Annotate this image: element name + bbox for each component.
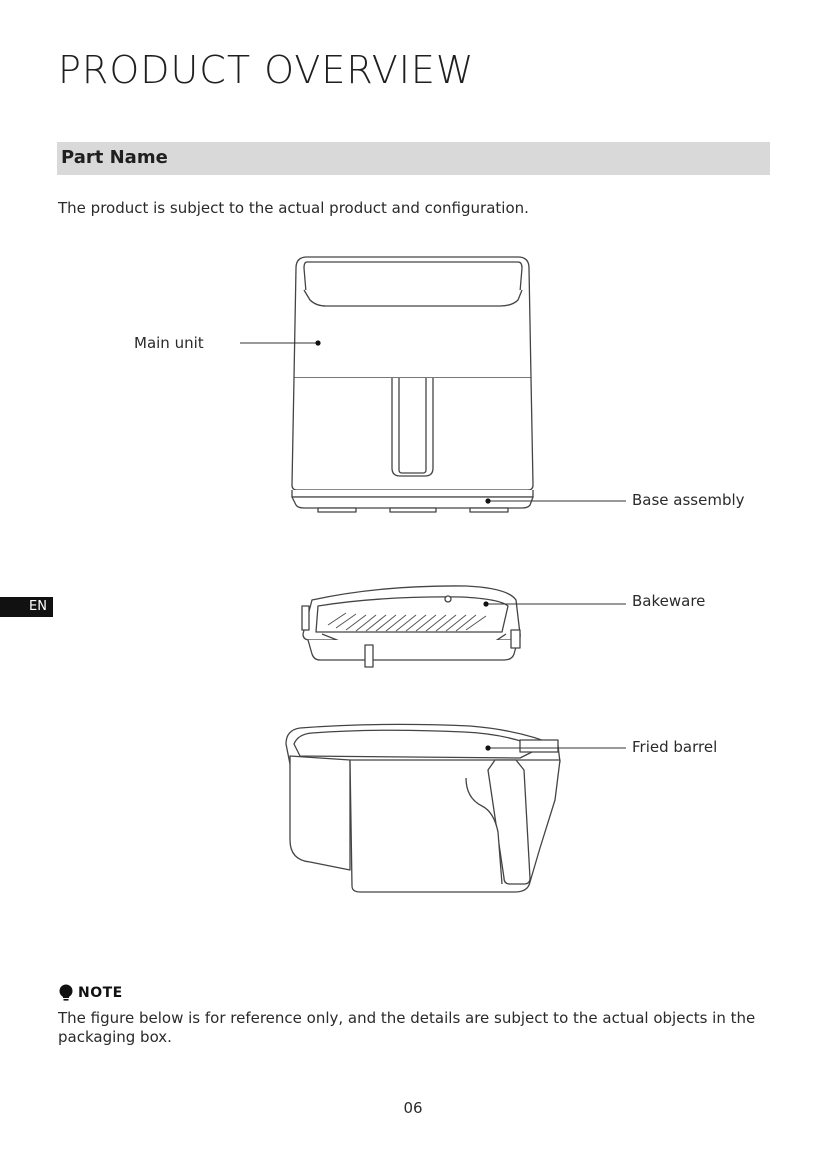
- page-number: 06: [403, 1099, 423, 1117]
- bakeware-pointer: [483, 601, 488, 606]
- main-unit-pointer: [315, 340, 320, 345]
- note-text: The figure below is for reference only, and the details are subject to the actual objects in the packaging box.: [58, 1009, 756, 1046]
- intro-text: The product is subject to the actual product and configuration.: [58, 199, 529, 217]
- label-base-assembly: Base assembly: [632, 491, 745, 509]
- note-label: NOTE: [78, 985, 123, 1001]
- fried-barrel-drawing: [286, 724, 560, 892]
- note-heading: [58, 984, 123, 1002]
- label-fried-barrel: Fried barrel: [632, 738, 718, 756]
- label-bakeware: Bakeware: [632, 592, 706, 610]
- fried-barrel-pointer: [485, 745, 490, 750]
- main-unit-drawing: [292, 257, 533, 512]
- base-assembly-pointer: [485, 498, 490, 503]
- language-tab: EN: [0, 597, 53, 617]
- lightbulb-icon: [58, 984, 74, 1002]
- label-main-unit: Main unit: [134, 334, 204, 352]
- section-title: Part Name: [61, 147, 168, 168]
- page-title: PRODUCT OVERVIEW: [58, 48, 475, 92]
